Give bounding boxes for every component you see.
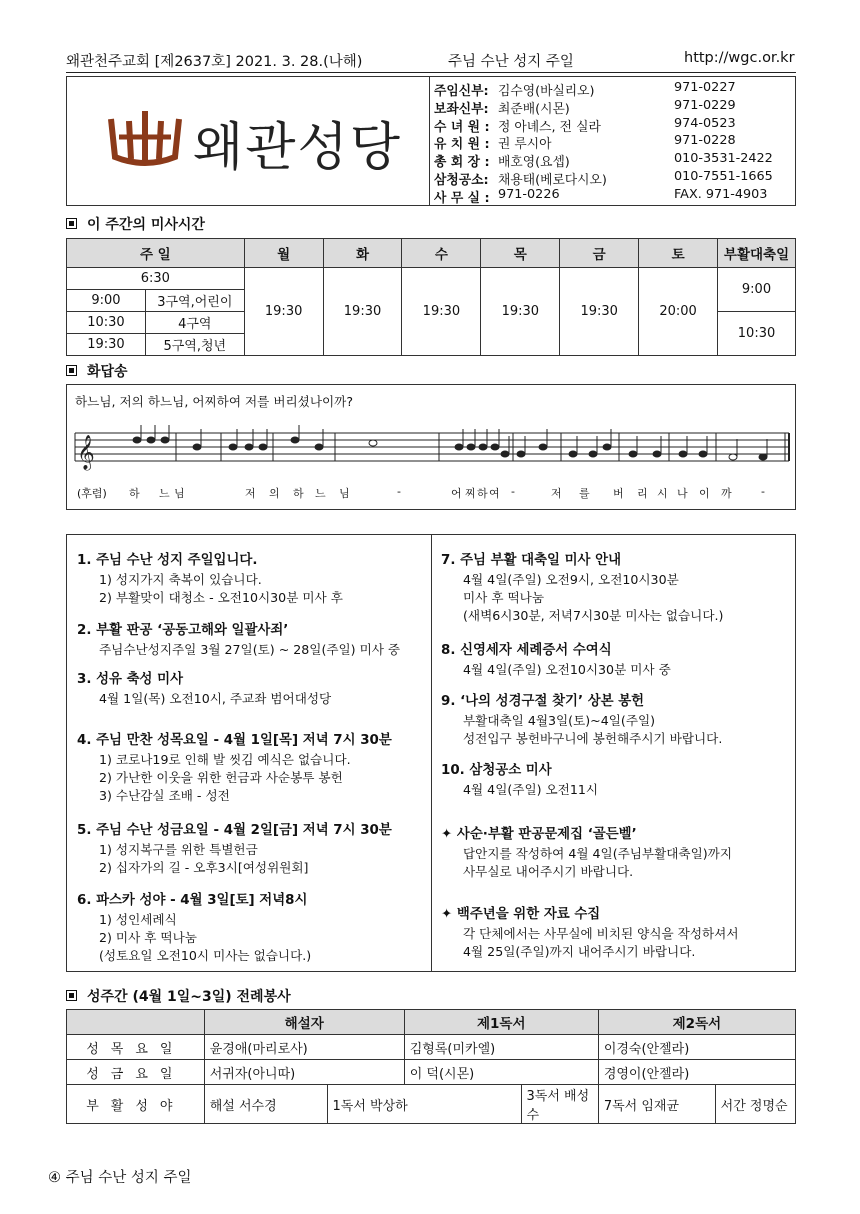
staff-name: 정 아녜스, 전 실라 — [498, 119, 601, 135]
header-mon: 월 — [244, 239, 323, 268]
music-note — [315, 444, 323, 450]
staff-name: 배호영(요셉) — [498, 155, 570, 171]
staff-phone: 971-0227 — [674, 80, 736, 95]
service-day: 부활성야 — [67, 1085, 205, 1124]
column-divider — [431, 535, 432, 971]
staff-name: 권 루시아 — [498, 137, 552, 153]
music-note — [133, 437, 141, 443]
header-commentator: 해설자 — [204, 1010, 404, 1035]
notice-title: 9. ‘나의 성경구절 찾기’ 상본 봉헌 — [441, 694, 645, 709]
music-note — [229, 444, 237, 450]
notice-title: 1. 주님 수난 성지 주일입니다. — [77, 553, 258, 568]
weekday-time: 19:30 — [481, 268, 560, 356]
music-note — [467, 444, 475, 450]
square-bullet-icon — [66, 218, 77, 229]
lyric-syllable: 이 — [699, 487, 710, 500]
staff-phone: 010-3531-2422 — [674, 151, 773, 167]
responsorial-psalm-box — [66, 384, 796, 510]
staff-role: 삼청공소: — [434, 173, 489, 188]
psalm-refrain: 하느님, 저의 하느님, 어찌하여 저를 버리셨나이까? — [75, 394, 354, 409]
weekday-time: 19:30 — [560, 268, 639, 356]
staff-phone: FAX. 971-4903 — [674, 186, 768, 202]
music-note — [679, 451, 687, 457]
vigil-reader-7: 7독서 임재균 — [598, 1085, 715, 1124]
lyric-syllable: 하 — [477, 487, 488, 500]
music-note — [603, 444, 611, 450]
first-reader: 김형록(미카엘) — [404, 1035, 598, 1060]
easter-time: 9:00 — [718, 268, 796, 312]
staff-name: 971-0226 — [498, 186, 560, 202]
notice-title: 7. 주님 부활 대축일 미사 안내 — [441, 553, 622, 568]
sunday-note: 4구역 — [145, 312, 244, 334]
music-note — [491, 444, 499, 450]
notice-line: 4월 1일(목) 오전10시, 주교좌 범어대성당 — [99, 691, 332, 706]
staff-role: 주임신부: — [434, 84, 489, 99]
header-sunday: 주 일 — [67, 239, 245, 268]
notices-box — [66, 534, 796, 972]
lyric-syllable: 여 — [489, 487, 500, 500]
notice-title: 4. 주님 만찬 성목요일 - 4월 1일[목] 저녁 7시 30분 — [77, 733, 392, 748]
first-reader: 이 덕(시몬) — [404, 1060, 598, 1085]
music-note — [569, 451, 577, 457]
music-note — [161, 437, 169, 443]
mass-times-table — [66, 238, 796, 356]
service-day: 성금요일 — [67, 1060, 205, 1085]
staff-role: 유 치 원 : — [434, 137, 490, 153]
sunday-note: 5구역,청년 — [145, 334, 244, 356]
weekday-time: 19:30 — [244, 268, 323, 356]
commentator: 윤경애(마리로사) — [204, 1035, 404, 1060]
header-fri: 금 — [560, 239, 639, 268]
notice-line: (새벽6시30분, 저녁7시30분 미사는 없습니다.) — [463, 608, 724, 623]
notice-line: 1) 코로나19로 인해 발 씻김 예식은 없습니다. — [99, 752, 351, 767]
notice-line: 사무실로 내어주시기 바랍니다. — [463, 864, 634, 879]
lyric-syllable: 의 — [269, 487, 280, 500]
header-blank — [67, 1010, 205, 1035]
lyric-syllable: 리 — [637, 487, 648, 500]
staff-role: 사 무 실 : — [434, 190, 490, 206]
service-day: 성목요일 — [67, 1035, 205, 1060]
second-reader: 이경숙(안젤라) — [598, 1035, 795, 1060]
music-note — [729, 454, 737, 460]
notice-line: 3) 수난감실 조배 - 성전 — [99, 788, 230, 803]
notice-title: 8. 신영세자 세례증서 수여식 — [441, 643, 612, 658]
liturgical-theme: 주님 수난 성지 주일 — [448, 54, 574, 70]
lyric-syllable: 하 — [293, 487, 304, 500]
commentator: 서귀자(아니따) — [204, 1060, 404, 1085]
notice-line: 성전입구 봉헌바구니에 봉헌해주시기 바랍니다. — [463, 731, 723, 746]
second-reader: 경영이(안젤라) — [598, 1060, 795, 1085]
parish-logo-icon — [105, 107, 185, 177]
sunday-time: 10:30 — [67, 312, 146, 334]
music-note — [539, 444, 547, 450]
svg-text:𝄞: 𝄞 — [77, 435, 95, 470]
staff-phone: 010-7551-1665 — [674, 169, 773, 184]
notice-title: 2. 부활 판공 ‘공동고해와 일괄사죄’ — [77, 623, 289, 638]
music-note — [369, 440, 377, 446]
staff-role: 수 녀 원 : — [434, 119, 490, 135]
notice-title: 6. 파스카 성야 - 4월 3일[토] 저녁8시 — [77, 893, 308, 908]
liturgy-service-table — [66, 1009, 796, 1124]
psalm-lyrics — [67, 485, 795, 503]
notice-line: 미사 후 떡나눔 — [463, 590, 544, 605]
staff-name: 최준배(시몬) — [498, 101, 570, 117]
mass-section-title: 이 주간의 미사시간 — [66, 214, 205, 234]
notice-title: ✦ 사순·부활 판공문제집 ‘골든벨’ — [441, 827, 637, 842]
staff-phone: 971-0229 — [674, 97, 736, 113]
music-note — [479, 444, 487, 450]
issue-info: 왜관천주교회 [제2637호] 2021. 3. 28.(나해) — [66, 54, 363, 70]
sunday-time: 6:30 — [67, 268, 245, 290]
lyric-syllable: - — [397, 485, 401, 498]
music-note — [699, 451, 707, 457]
vigil-commentator: 해설 서수경 — [204, 1085, 327, 1124]
header-thu: 목 — [481, 239, 560, 268]
music-note — [291, 437, 299, 443]
header-wed: 수 — [402, 239, 481, 268]
vigil-epistle: 서간 정명순 — [715, 1085, 795, 1124]
notice-line: 1) 성지복구를 위한 특별헌금 — [99, 842, 258, 857]
sunday-time: 9:00 — [67, 290, 146, 312]
lyric-syllable: 하 — [129, 487, 140, 500]
music-note — [455, 444, 463, 450]
square-bullet-icon — [66, 990, 77, 1001]
music-note — [147, 437, 155, 443]
notice-line: 4월 25일(주일)까지 내어주시기 바랍니다. — [463, 944, 696, 959]
music-note — [259, 444, 267, 450]
vigil-reader-1: 1독서 박상하 — [327, 1085, 521, 1124]
weekday-time: 20:00 — [639, 268, 718, 356]
notice-line: 각 단체에서는 사무실에 비치된 양식을 작성하셔서 — [463, 926, 739, 941]
header-first-reading: 제1독서 — [404, 1010, 598, 1035]
website-link[interactable]: http://wgc.or.kr — [684, 50, 795, 66]
page-footer: ④ 주님 수난 성지 주일 — [48, 1170, 192, 1186]
notice-line: 주님수난성지주일 3월 27일(토) ~ 28일(주일) 미사 중 — [99, 642, 401, 657]
sunday-note: 3구역,어린이 — [145, 290, 244, 312]
notice-line: 4월 4일(주일) 오전11시 — [463, 782, 599, 797]
staff-role: 총 회 장 : — [434, 155, 490, 171]
logo-box — [66, 76, 430, 206]
lyric-syllable: - — [511, 485, 515, 498]
notice-title: 3. 성유 축성 미사 — [77, 672, 184, 687]
notice-line: 4월 4일(주일) 오전10시30분 미사 중 — [463, 662, 671, 677]
lyric-syllable: (후렴) — [77, 487, 107, 500]
lyric-syllable: 느 — [315, 487, 326, 500]
lyric-syllable: 님 — [174, 487, 185, 500]
staff-directory — [430, 76, 796, 206]
square-bullet-icon — [66, 365, 77, 376]
notice-line: 1) 성지가지 축복이 있습니다. — [99, 572, 262, 587]
notice-line: (성토요일 오전10시 미사는 없습니다.) — [99, 948, 312, 963]
lyric-syllable: - — [761, 485, 765, 498]
lyric-syllable: 저 — [245, 487, 256, 500]
staff-role: 보좌신부: — [434, 101, 489, 117]
music-note — [193, 444, 201, 450]
weekday-time: 19:30 — [402, 268, 481, 356]
notice-line: 2) 가난한 이웃을 위한 헌금과 사순봉투 봉헌 — [99, 770, 343, 785]
music-note — [517, 451, 525, 457]
weekday-time: 19:30 — [323, 268, 402, 356]
music-note — [653, 451, 661, 457]
notice-line: 답안지를 작성하여 4월 4일(주님부활대축일)까지 — [463, 846, 733, 861]
lyric-syllable: 나 — [677, 487, 688, 500]
header-easter: 부활대축일 — [718, 239, 796, 268]
notice-line: 2) 미사 후 떡나눔 — [99, 930, 197, 945]
music-note — [759, 454, 767, 460]
notice-line: 1) 성인세례식 — [99, 912, 177, 927]
header-rule — [66, 72, 796, 73]
lyric-syllable: 어 — [451, 487, 462, 500]
header-tue: 화 — [323, 239, 402, 268]
lyric-syllable: 까 — [721, 487, 732, 500]
music-note — [629, 451, 637, 457]
lyric-syllable: 를 — [579, 487, 590, 500]
notice-line: 2) 십자가의 길 - 오후3시[여성위원회] — [99, 860, 309, 875]
sunday-time: 19:30 — [67, 334, 146, 356]
lyric-syllable: 느 — [159, 487, 170, 500]
notice-line: 4월 4일(주일) 오전9시, 오전10시30분 — [463, 572, 679, 587]
lyric-syllable: 시 — [657, 487, 668, 500]
music-note — [589, 451, 597, 457]
notice-title: ✦ 백주년을 위한 자료 수집 — [441, 907, 601, 922]
hymn-section-title: 화답송 — [66, 361, 128, 381]
notice-title: 10. 삼청공소 미사 — [441, 763, 552, 778]
staff-phone: 971-0228 — [674, 133, 736, 149]
vigil-reader-3: 3독서 배성수 — [521, 1085, 598, 1124]
service-section-title: 성주간 (4월 1일~3일) 전례봉사 — [66, 986, 291, 1006]
lyric-syllable: 찌 — [465, 487, 476, 500]
lyric-syllable: 버 — [613, 487, 624, 500]
easter-time: 10:30 — [718, 312, 796, 356]
header-sat: 토 — [639, 239, 718, 268]
staff-name: 채용태(베로다시오) — [498, 173, 607, 188]
staff-phone: 974-0523 — [674, 115, 736, 131]
music-note — [501, 451, 509, 457]
lyric-syllable: 저 — [551, 487, 562, 500]
notice-line: 2) 부활맞이 대청소 - 오전10시30분 미사 후 — [99, 590, 343, 605]
lyric-syllable: 님 — [339, 487, 350, 500]
notice-line: 부활대축일 4월3일(토)~4일(주일) — [463, 713, 656, 728]
music-note — [245, 444, 253, 450]
notice-title: 5. 주님 수난 성금요일 - 4월 2일[금] 저녁 7시 30분 — [77, 823, 392, 838]
header-second-reading: 제2독서 — [598, 1010, 795, 1035]
staff-name: 김수영(바실리오) — [498, 84, 595, 99]
parish-name: 왜관성당 — [193, 118, 402, 178]
